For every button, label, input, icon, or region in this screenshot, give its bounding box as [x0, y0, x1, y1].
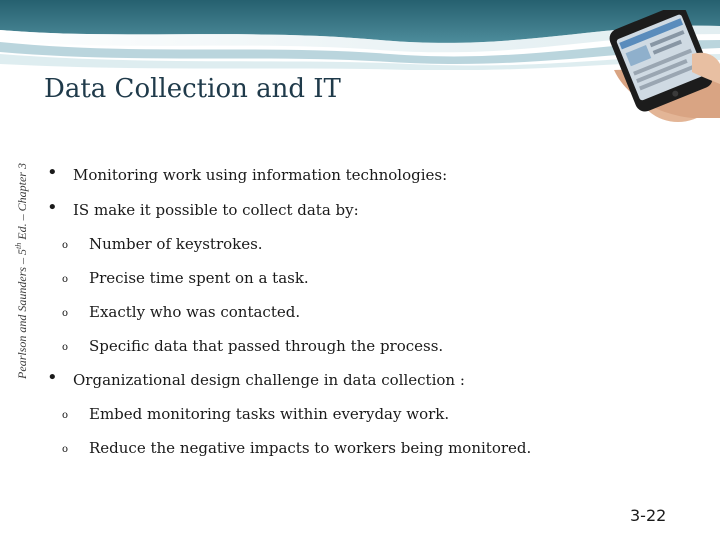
bullet-marker: •: [47, 367, 58, 388]
sub-bullet-marker: o: [62, 240, 69, 251]
side-label-prefix: Pearlson and Saunders – 5: [15, 248, 29, 379]
sub-bullet-text: Specific data that passed through the process.: [89, 337, 444, 355]
side-label-suffix: Ed. – Chapter 3: [15, 163, 29, 243]
bullet-marker: •: [47, 162, 58, 183]
sub-bullet-marker: o: [62, 342, 69, 353]
slide-number: 3-22: [630, 506, 667, 525]
sub-bullet-text: Reduce the negative impacts to workers being monitored.: [89, 439, 532, 457]
sub-bullet-marker: o: [62, 308, 69, 319]
bullet-text: Monitoring work using information technologies:: [73, 166, 448, 184]
sub-bullet-text: Embed monitoring tasks within everyday work.: [89, 405, 450, 423]
bullet-text: IS make it possible to collect data by:: [73, 201, 359, 219]
slide-title: Data Collection and IT: [44, 74, 341, 104]
sub-bullet-marker: o: [62, 274, 69, 285]
sub-bullet-marker: o: [62, 410, 69, 421]
bullet-text: Organizational design challenge in data collection :: [73, 371, 465, 389]
sub-bullet-text: Exactly who was contacted.: [89, 303, 301, 321]
side-label-superscript: th: [14, 242, 23, 249]
sub-bullet-marker: o: [62, 444, 69, 455]
bullet-marker: •: [47, 197, 58, 218]
sub-bullet-text: Number of keystrokes.: [89, 235, 263, 253]
sub-bullet-text: Precise time spent on a task.: [89, 269, 309, 287]
